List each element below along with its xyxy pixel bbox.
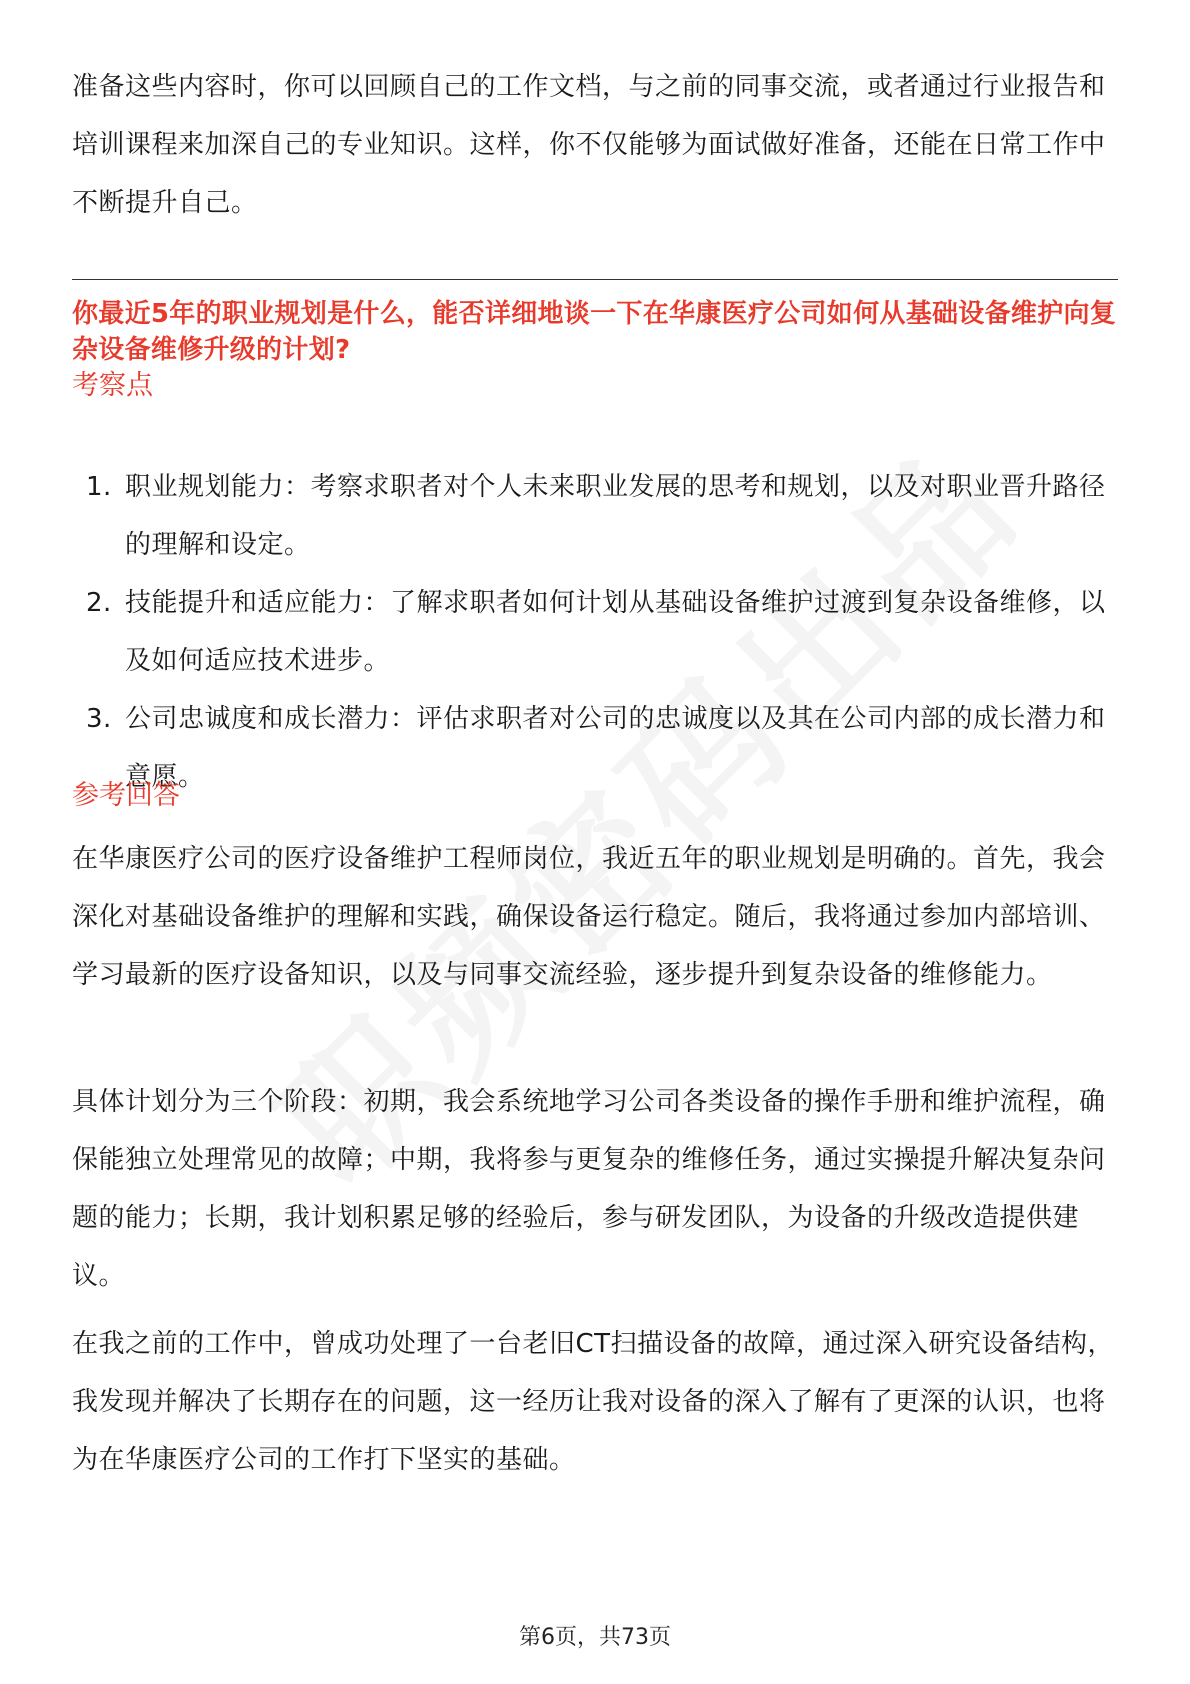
assessment-heading: 考察点 — [72, 370, 153, 401]
intro-paragraph: 准备这些内容时，你可以回顾自己的工作文档，与之前的同事交流，或者通过行业报告和培训课程来加深自己的专业知识。这样，你不仅能够为面试做好准备，还能在日常工作中不断提升自己。 — [72, 72, 1106, 218]
answer-paragraph: 在我之前的工作中，曾成功处理了一台老旧CT扫描设备的故障，通过深入研究设备结构，我发现并解决了长期存在的问题，这一经历让我对设备的深入了解有了更深的认识，也将为在华康医疗公司的工作打下坚实的基础。 — [72, 1329, 1115, 1475]
intro-section — [72, 58, 1118, 232]
list-item-text: 职业规划能力：考察求职者对个人未来职业发展的思考和规划，以及对职业晋升路径的理解和设定。 — [125, 472, 1106, 560]
list-item — [72, 690, 1118, 806]
answer-paragraph: 在华康医疗公司的医疗设备维护工程师岗位，我近五年的职业规划是明确的。首先，我会深化对基础设备维护的理解和实践，确保设备运行稳定。随后，我将通过参加内部培训、学习最新的医疗设备知识，以及与同事交流经验，逐步提升到复杂设备的维修能力。 — [72, 844, 1106, 990]
page-number-footer: 第6页，共73页 — [519, 1625, 671, 1650]
answer-heading: 参考回答 — [72, 780, 180, 811]
assessment-list — [72, 458, 1118, 806]
list-item-number: 1. — [86, 472, 112, 502]
section-divider — [72, 279, 1118, 280]
list-item — [72, 574, 1118, 690]
list-item-number: 3. — [86, 704, 112, 734]
answer-paragraph-2-block — [72, 1073, 1118, 1305]
question-title: 你最近5年的职业规划是什么，能否详细地谈一下在华康医疗公司如何从基础设备维护向复杂设备维修升级的计划? — [72, 299, 1117, 365]
list-item-number: 2. — [86, 588, 112, 618]
answer-paragraph-1-block — [72, 830, 1118, 1004]
list-item-text: 技能提升和适应能力：了解求职者如何计划从基础设备维护过渡到复杂设备维修，以及如何适应技术进步。 — [125, 588, 1106, 676]
list-item — [72, 458, 1118, 574]
list-item-text: 公司忠诚度和成长潜力：评估求职者对公司的忠诚度以及其在公司内部的成长潜力和意愿。 — [125, 704, 1106, 792]
answer-paragraph: 具体计划分为三个阶段：初期，我会系统地学习公司各类设备的操作手册和维护流程，确保能独立处理常见的故障；中期，我将参与更复杂的维修任务，通过实操提升解决复杂问题的能力；长期，我计划积累足够的经验后，参与研发团队，为设备的升级改造提供建议。 — [72, 1087, 1106, 1291]
answer-paragraph-3-block — [72, 1315, 1118, 1489]
